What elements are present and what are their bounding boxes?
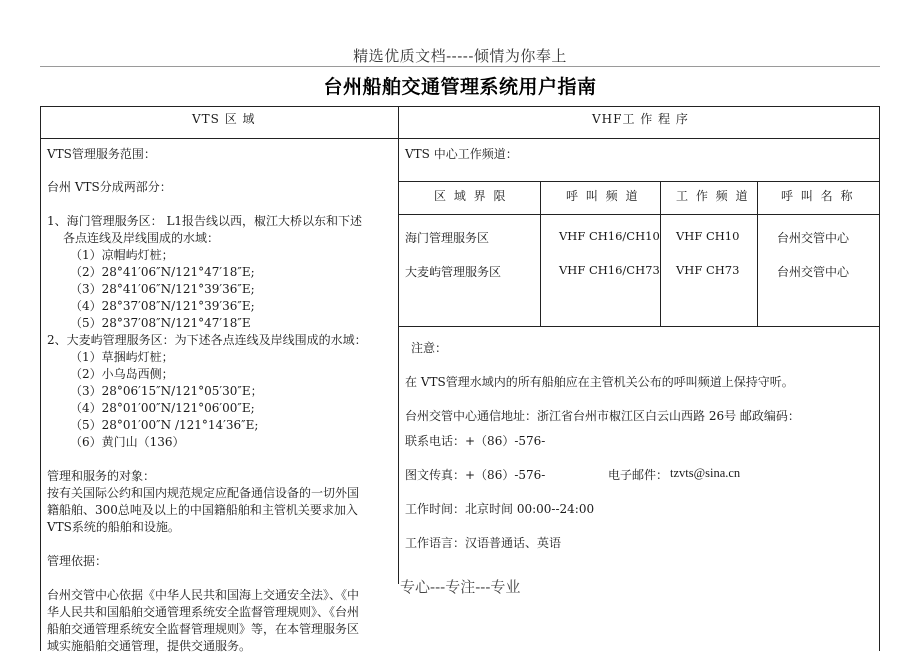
channel-table-cell: VHF CH73 xyxy=(676,263,740,277)
part1-point: （4）28°37′08″N/121°39′36″E; xyxy=(70,299,255,313)
basis-line: 华人民共和国船舶交通管理系统安全监督管理规则》、《台州 xyxy=(47,605,360,619)
objects-line: 籍船舶、300总吨及以上的中国籍船舶和主管机关要求加入 xyxy=(47,503,358,517)
working-language: 工作语言：汉语普通话、英语 xyxy=(405,536,562,550)
channel-table-col-divider-1 xyxy=(540,181,541,326)
table-right-border xyxy=(879,106,880,651)
document-title: 台州船舶交通管理系统用户指南 xyxy=(323,76,597,98)
channel-table-cell: 台州交管中心 xyxy=(777,265,850,279)
table-top-border xyxy=(40,106,880,107)
note-label: 注意： xyxy=(411,341,448,355)
objects-line: VTS系统的船舶和设施。 xyxy=(47,520,180,534)
part1-point: （3）28°41′06″N/121°39′36″E; xyxy=(70,282,255,296)
channel-table-header: 工 作 频 道 xyxy=(676,189,750,203)
basis-label: 管理依据： xyxy=(47,554,108,568)
channel-table-header: 呼 叫 名 称 xyxy=(781,189,855,203)
part2-line: 2、大麦屿管理服务区：为下述各点连线及岸线围成的水域： xyxy=(47,333,367,347)
left-heading: VTS 区 域 xyxy=(192,112,256,126)
channel-table-header: 呼 叫 频 道 xyxy=(566,189,640,203)
part1-line2: 各点连线及岸线围成的水域： xyxy=(63,231,220,245)
part1-line1: 1、海门管理服务区： L1报告线以西，椒江大桥以东和下述 xyxy=(47,214,363,228)
objects-label: 管理和服务的对象： xyxy=(47,469,156,483)
working-hours: 工作时间：北京时间 00:00--24:00 xyxy=(405,502,595,516)
page-footer-text: 专心---专注---专业 xyxy=(400,578,521,596)
contact-fax: 图文传真：+（86）-576- xyxy=(405,468,546,482)
channel-table-col-divider-3 xyxy=(757,181,758,326)
channel-table-header-divider xyxy=(398,214,880,215)
part2-point: （6）黄门山（136） xyxy=(70,435,185,449)
split-text: 台州 VTS分成两部分： xyxy=(47,180,172,194)
channel-table-bottom-border xyxy=(398,326,880,327)
channel-table-top-border xyxy=(398,181,880,182)
page-header-text: 精选优质文档-----倾情为你奉上 xyxy=(353,47,567,65)
right-heading: VHF工 作 程 序 xyxy=(592,112,689,126)
channel-table-cell: VHF CH10 xyxy=(676,229,740,243)
email-label: 电子邮件： xyxy=(608,468,669,482)
service-scope-label: VTS管理服务范围： xyxy=(47,147,156,161)
channel-table-cell: VHF CH16/CH10 xyxy=(559,229,660,243)
part2-point: （4）28°01′00″N/121°06′00″E; xyxy=(70,401,255,415)
channel-table-cell: 大麦屿管理服务区 xyxy=(405,265,502,279)
note-text: 在 VTS管理水域内的所有船舶应在主管机关公布的呼叫频道上保持守听。 xyxy=(405,375,794,389)
channel-table-cell: VHF CH16/CH73 xyxy=(559,263,660,277)
objects-line: 按有关国际公约和国内规范规定应配备通信设备的一切外国 xyxy=(47,486,360,500)
table-left-border xyxy=(40,106,41,651)
contact-address: 台州交管中心通信地址：浙江省台州市椒江区白云山西路 26号 邮政编码： xyxy=(405,409,800,423)
part1-point: （2）28°41′06″N/121°47′18″E; xyxy=(70,265,255,279)
table-column-divider xyxy=(398,106,399,584)
contact-phone: 联系电话：+（86）-576- xyxy=(405,434,546,448)
part2-point: （5）28°01′00″N /121°14′36″E; xyxy=(70,418,259,432)
table-heading-divider xyxy=(40,138,880,139)
part2-point: （3）28°06′15″N/121°05′30″E； xyxy=(70,384,263,398)
channel-table-col-divider-2 xyxy=(660,181,661,326)
part1-point: （5）28°37′08″N/121°47′18″E xyxy=(70,316,251,330)
basis-line: 船舶交通管理系统安全监督管理规则》等，在本管理服务区 xyxy=(47,622,360,636)
part2-point: （2）小乌岛西侧； xyxy=(70,367,174,381)
header-rule xyxy=(40,66,880,67)
part2-point: （1）草捆屿灯桩； xyxy=(70,350,174,364)
part1-point: （1）凉帽屿灯桩； xyxy=(70,248,174,262)
basis-line: 域实施船舶交通管理，提供交通服务。 xyxy=(47,639,252,653)
channel-table-cell: 台州交管中心 xyxy=(777,231,850,245)
channel-table-cell: 海门管理服务区 xyxy=(405,231,490,245)
channel-table-header: 区 域 界 限 xyxy=(434,189,508,203)
basis-line: 台州交管中心依据《中华人民共和国海上交通安全法》、《中 xyxy=(47,588,360,602)
email-address[interactable]: tzvts@sina.cn xyxy=(670,466,741,480)
channel-label: VTS 中心工作频道： xyxy=(405,147,518,161)
